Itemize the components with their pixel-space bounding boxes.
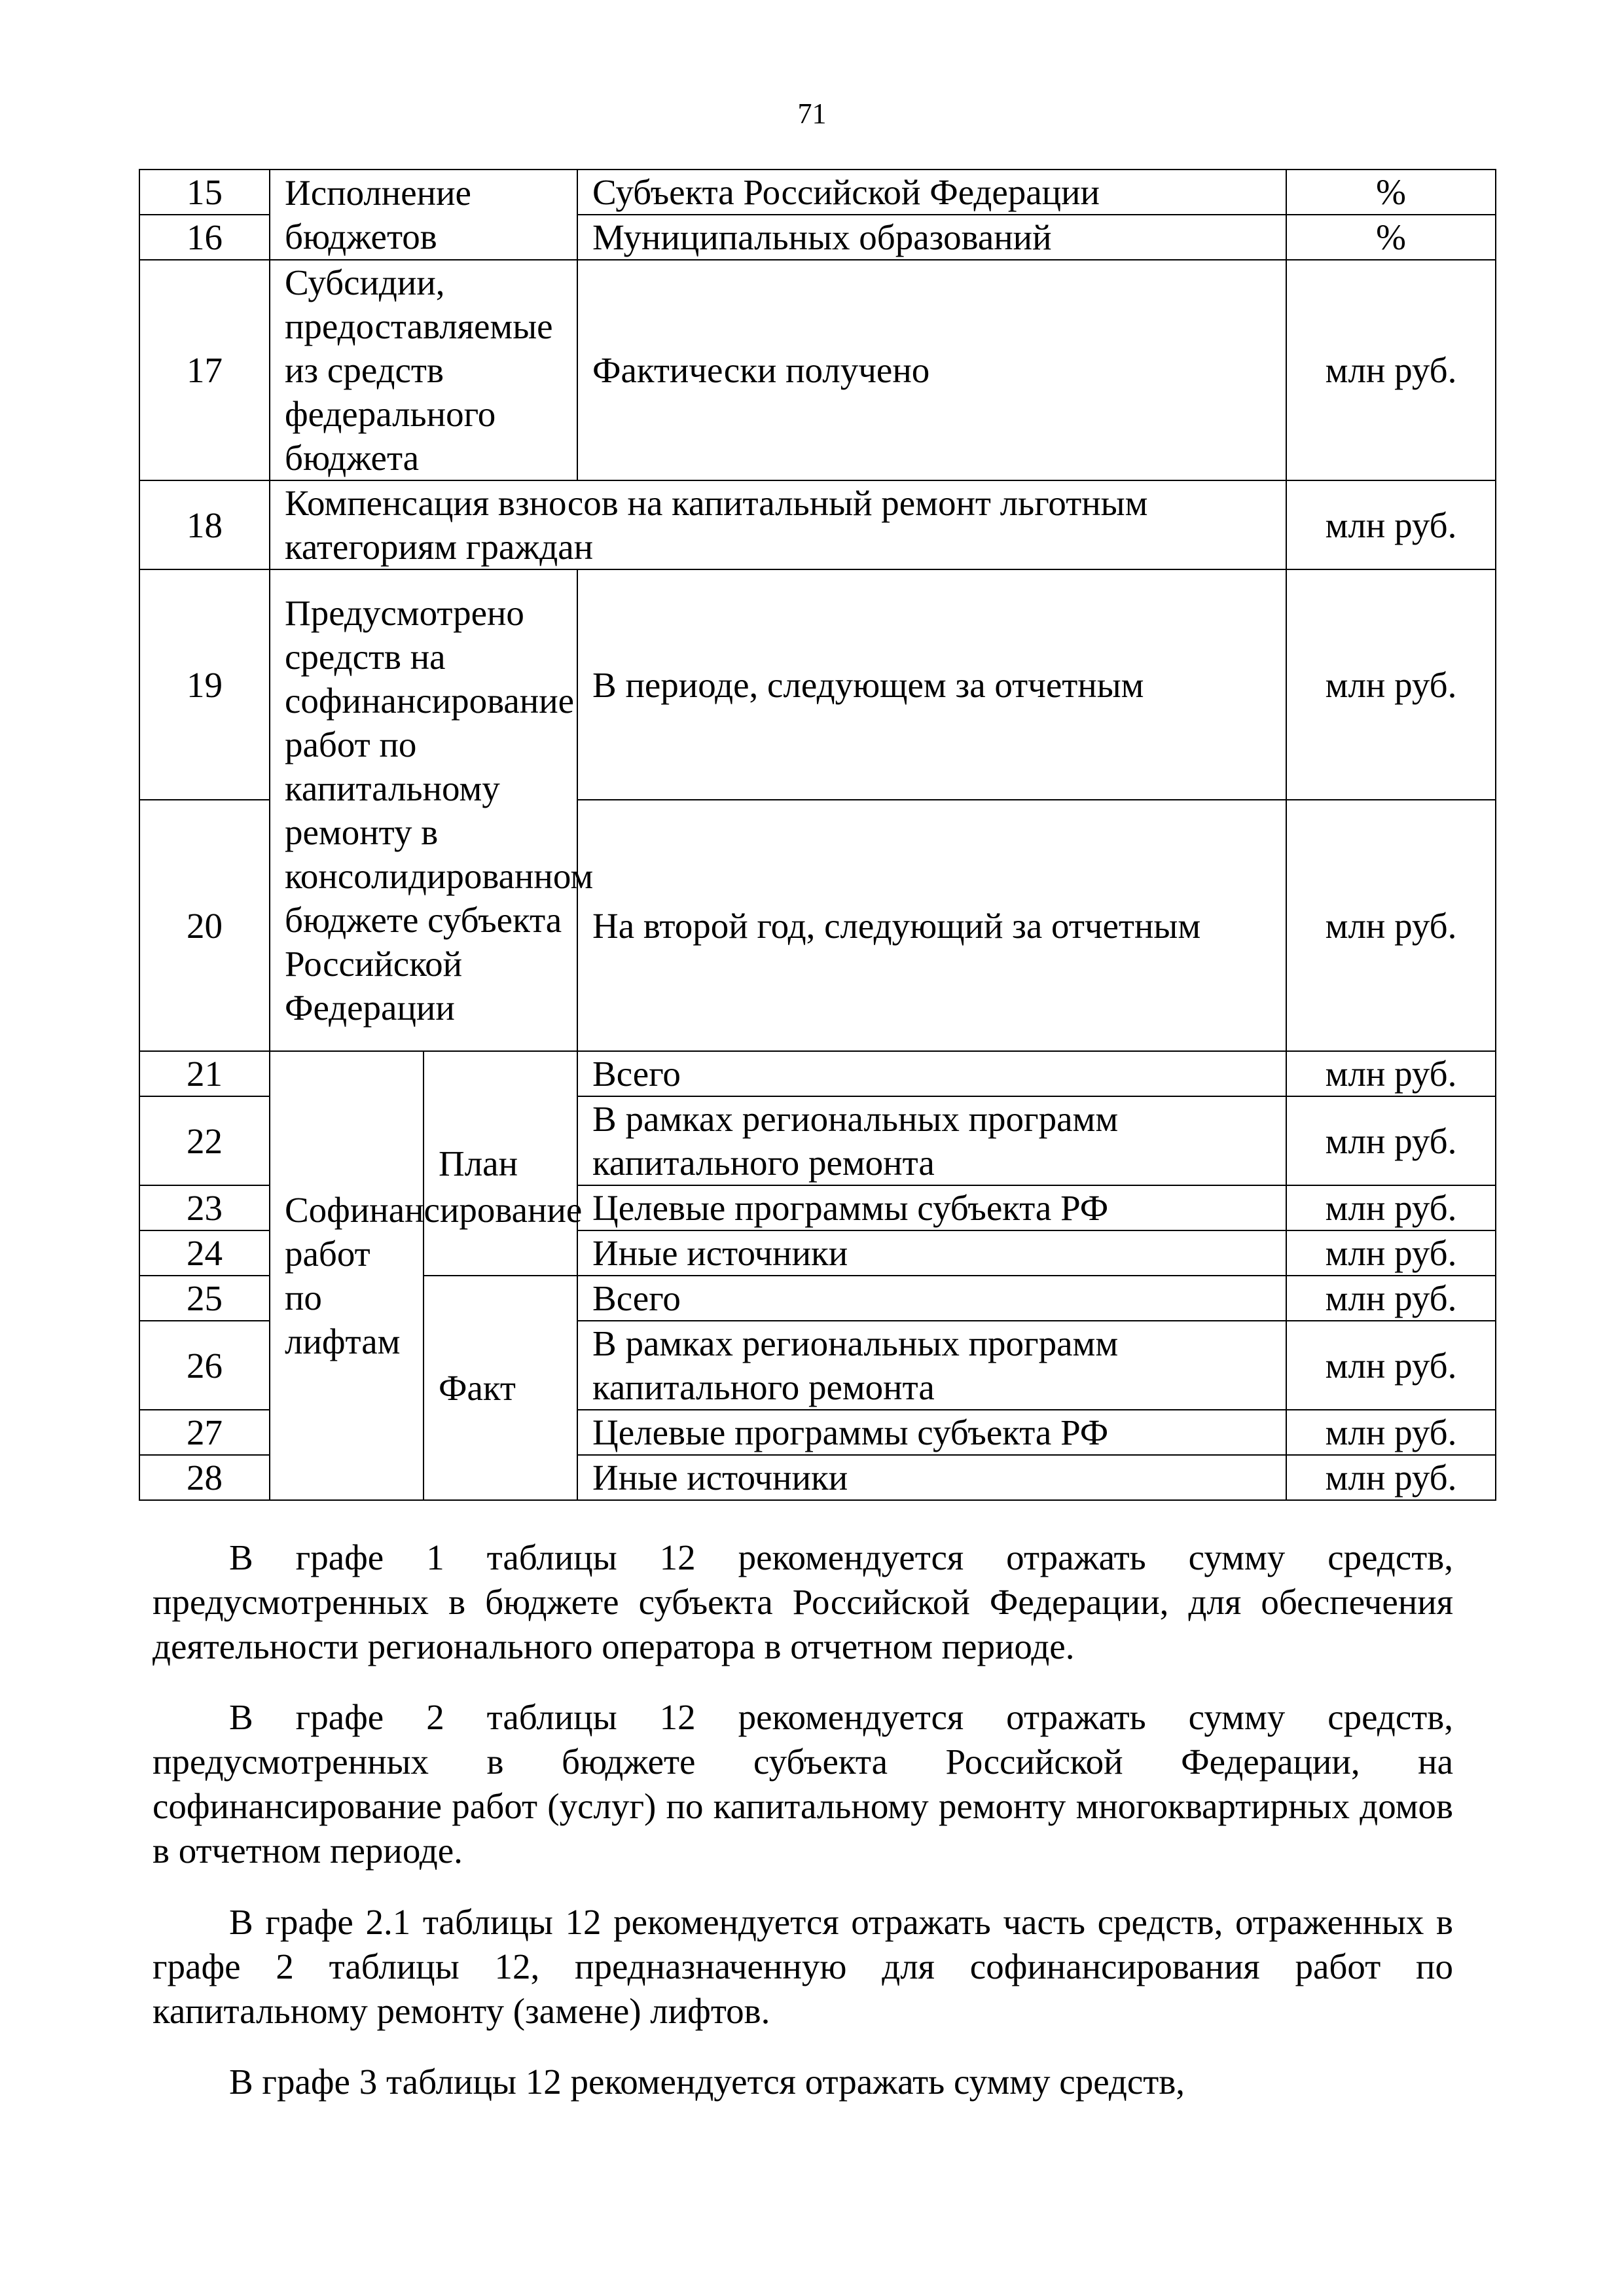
unit-cell: млн руб. [1286, 800, 1496, 1051]
category-cell: Софинансирование работ по лифтам [270, 1051, 424, 1500]
row-number: 27 [139, 1410, 270, 1455]
page-number: 71 [797, 98, 827, 130]
paragraph: В графе 1 таблицы 12 рекомендуется отражать сумму средств, предусмотренных в бюджете субъекта Российской Федерации, для обеспечения деятельности регионального оператора в отчетном периоде. [153, 1537, 1453, 1666]
unit-cell: млн руб. [1286, 480, 1496, 569]
row-number: 23 [139, 1185, 270, 1230]
table-row [139, 1051, 1496, 1096]
table-row [139, 170, 1496, 215]
row-number: 25 [139, 1276, 270, 1321]
row-number: 19 [139, 569, 270, 800]
unit-cell: % [1286, 215, 1496, 260]
unit-cell: млн руб. [1286, 569, 1496, 800]
indicator-cell: Всего [577, 1051, 1286, 1096]
indicator-cell: В периоде, следующем за отчетным [577, 569, 1286, 800]
indicators-table [139, 169, 1496, 1501]
category-cell: Исполнение бюджетов [270, 170, 577, 260]
subcategory-fact: Факт [424, 1276, 577, 1500]
indicator-cell: Фактически получено [577, 260, 1286, 480]
table-row [139, 260, 1496, 480]
unit-cell: млн руб. [1286, 1410, 1496, 1455]
indicator-cell: Компенсация взносов на капитальный ремонт льготным категориям граждан [270, 480, 1286, 569]
indicator-cell: В рамках региональных программ капитального ремонта [577, 1096, 1286, 1185]
category-cell: Предусмотрено средств на софинансирование работ по капитальному ремонту в консолидированном бюджете субъекта Российской Федерации [270, 569, 577, 1051]
indicator-cell: На второй год, следующий за отчетным [577, 800, 1286, 1051]
row-number: 20 [139, 800, 270, 1051]
row-number: 17 [139, 260, 270, 480]
row-number: 24 [139, 1230, 270, 1276]
indicator-cell: Всего [577, 1276, 1286, 1321]
indicator-cell: Иные источники [577, 1455, 1286, 1500]
indicator-cell: Муниципальных образований [577, 215, 1286, 260]
unit-cell: млн руб. [1286, 1096, 1496, 1185]
row-number: 21 [139, 1051, 270, 1096]
unit-cell: млн руб. [1286, 260, 1496, 480]
indicator-cell: Субъекта Российской Федерации [577, 170, 1286, 215]
indicator-cell: Целевые программы субъекта РФ [577, 1185, 1286, 1230]
unit-cell: млн руб. [1286, 1051, 1496, 1096]
unit-cell: млн руб. [1286, 1230, 1496, 1276]
row-number: 26 [139, 1321, 270, 1410]
row-number: 22 [139, 1096, 270, 1185]
row-number: 16 [139, 215, 270, 260]
row-number: 18 [139, 480, 270, 569]
row-number: 28 [139, 1455, 270, 1500]
subcategory-plan: План [424, 1051, 577, 1276]
unit-cell: млн руб. [1286, 1455, 1496, 1500]
indicator-cell: Иные источники [577, 1230, 1286, 1276]
table-row [139, 569, 1496, 800]
unit-cell: млн руб. [1286, 1276, 1496, 1321]
category-cell: Субсидии, предоставляемые из средств федерального бюджета [270, 260, 577, 480]
table-row [139, 480, 1496, 569]
indicator-cell: В рамках региональных программ капитального ремонта [577, 1321, 1286, 1410]
paragraph: В графе 2 таблицы 12 рекомендуется отражать сумму средств, предусмотренных в бюджете субъекта Российской Федерации, на софинансирование работ (услуг) по капитальному ремонту многоквартирных домов в отчетном периоде. [153, 1697, 1453, 1871]
paragraph: В графе 2.1 таблицы 12 рекомендуется отражать часть средств, отраженных в графе 2 таблицы 12, предназначенную для софинансирования работ по капитальному ремонту (замене) лифтов. [153, 1902, 1453, 2031]
unit-cell: % [1286, 170, 1496, 215]
paragraph: В графе 3 таблицы 12 рекомендуется отражать сумму средств, [229, 2062, 1185, 2102]
indicator-cell: Целевые программы субъекта РФ [577, 1410, 1286, 1455]
unit-cell: млн руб. [1286, 1321, 1496, 1410]
unit-cell: млн руб. [1286, 1185, 1496, 1230]
row-number: 15 [139, 170, 270, 215]
